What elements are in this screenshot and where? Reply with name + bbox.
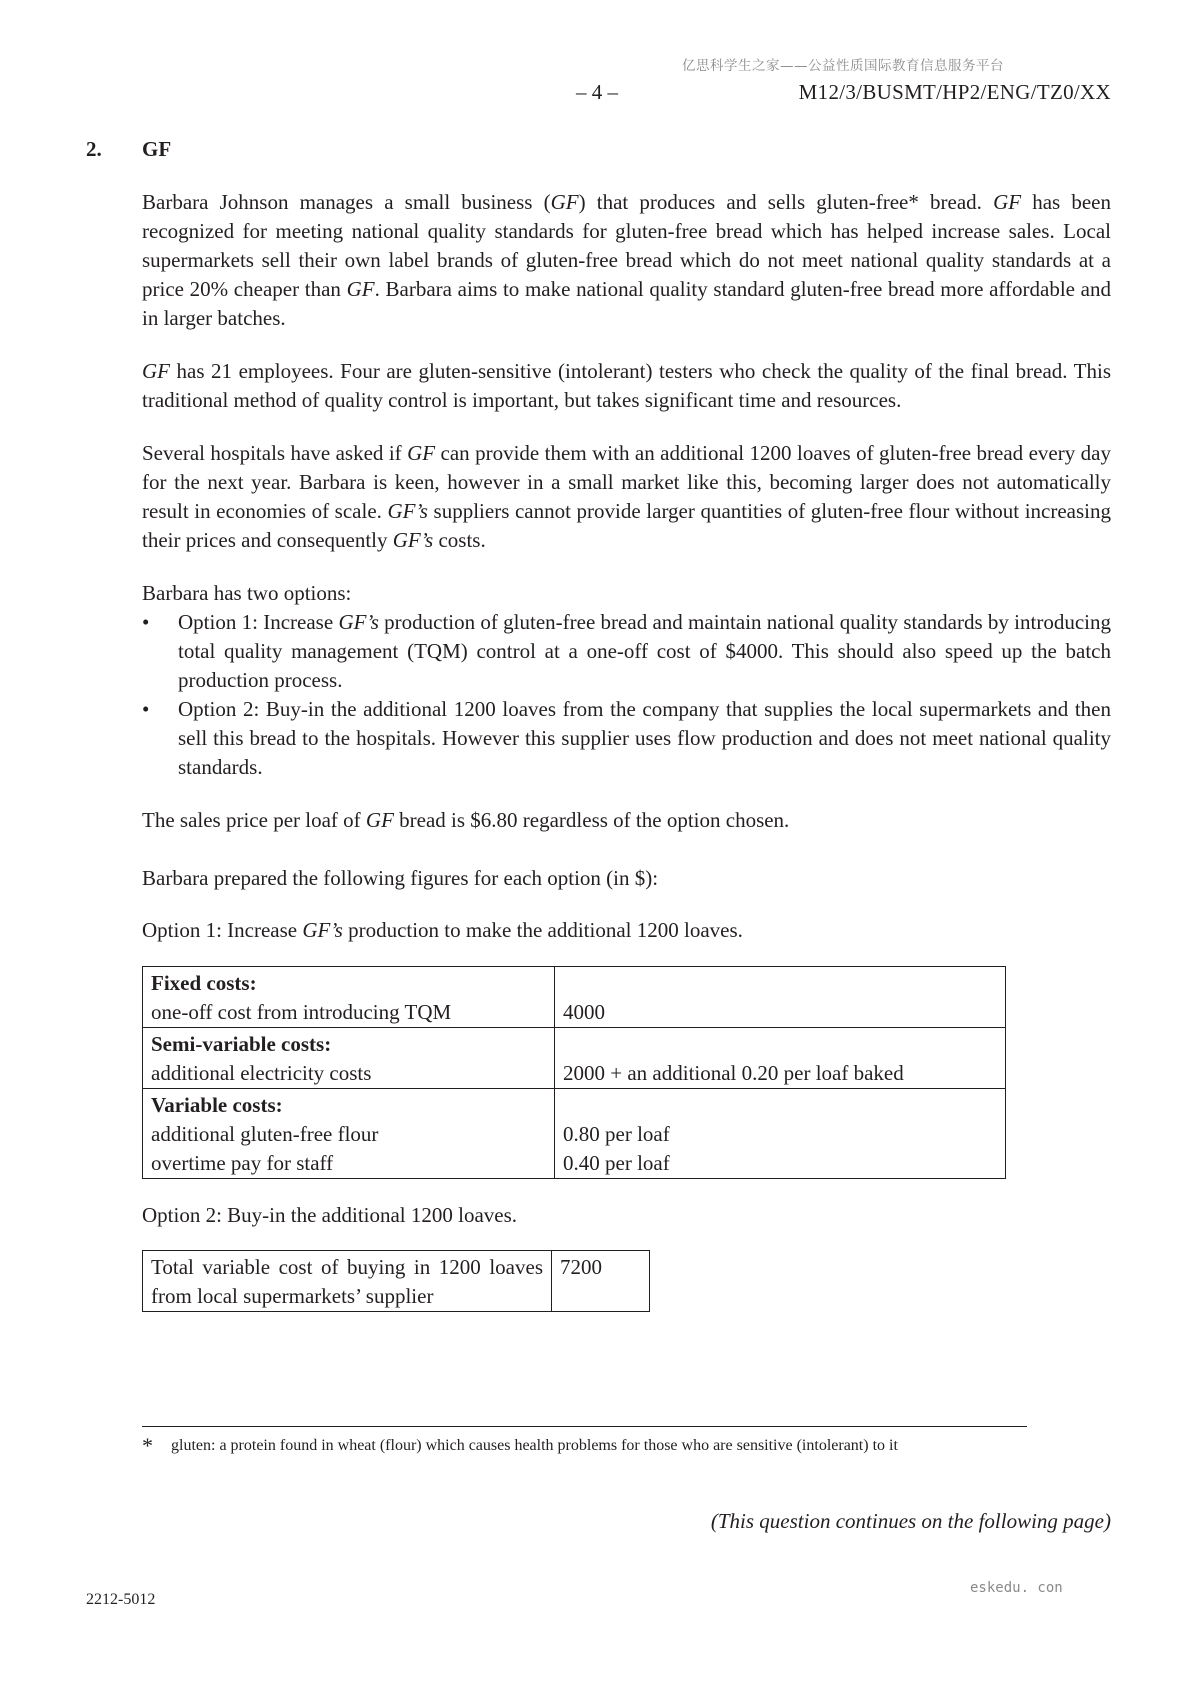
text-run: ) that produces and sells gluten-free* bread. <box>578 190 994 214</box>
page-number: – 4 – <box>576 80 618 104</box>
bullet: • <box>142 610 150 634</box>
cost-item: overtime pay for staff <box>151 1151 334 1175</box>
row-heading: Fixed costs: <box>151 971 257 995</box>
continuation-note: (This question continues on the following page) <box>710 1509 1111 1533</box>
footer-code: 2212-5012 <box>86 1591 156 1608</box>
company-name: GF <box>346 277 375 301</box>
bullet: • <box>142 697 150 721</box>
company-name: GF <box>365 808 394 832</box>
table-cell-value: 7200 <box>552 1251 650 1312</box>
company-name: GF’s <box>338 610 379 634</box>
text-run: production of gluten-free bread and maintain national quality standards by introducing total quality management (TQM) control at a one-off cost of $4000. This should also speed up the batch production process. <box>178 610 1111 692</box>
question-number: 2. <box>86 137 102 161</box>
list-item-option-1 <box>142 608 1111 695</box>
text-run: has 21 employees. Four are gluten-sensitive (intolerant) testers who check the quality of the final bread. This traditional method of quality control is important, but takes significant time and resources. <box>142 359 1111 412</box>
paragraph-intro <box>142 188 1111 333</box>
text-run: Barbara Johnson manages a small business ( <box>142 190 551 214</box>
text-run: has been recognized for meeting national quality standards for gluten-free bread which has helped increase sales. Local supermarkets sell their own label brands of gluten-free bread which do not meet national quality standards at a price 20% cheaper than <box>142 190 1111 301</box>
footnote-divider <box>142 1426 1027 1427</box>
option-1-cost-table <box>142 966 1006 1179</box>
cost-item: additional gluten-free flour <box>151 1122 379 1146</box>
footnote-text: gluten: a protein found in wheat (flour) which causes health problems for those who are sensitive (intolerant) to it <box>171 1437 898 1454</box>
table-cell-value <box>555 1089 1006 1179</box>
text-run: suppliers cannot provide larger quantities of gluten-free flour without increasing their prices and consequently <box>142 499 1111 552</box>
question-body <box>142 188 1111 1312</box>
row-heading: Variable costs: <box>151 1093 283 1117</box>
text-run: production to make the additional 1200 loaves. <box>342 918 743 942</box>
paragraph-hospitals <box>142 439 1111 555</box>
paragraph-figures-intro: Barbara prepared the following figures for each option (in $): <box>142 866 659 890</box>
table-cell-value <box>555 967 1006 1028</box>
cost-value: 4000 <box>563 1000 605 1024</box>
text-run: costs. <box>433 528 486 552</box>
paragraph-employees <box>142 357 1111 415</box>
cost-item: one-off cost from introducing TQM <box>151 1000 452 1024</box>
text-run: bread is $6.80 regardless of the option chosen. <box>393 808 790 832</box>
text-run: Option 1: Increase <box>142 918 303 942</box>
watermark-top: 亿思科学生之家——公益性质国际教育信息服务平台 <box>682 58 1004 74</box>
exam-code: M12/3/BUSMT/HP2/ENG/TZ0/XX <box>798 80 1111 104</box>
option-2-cost-table <box>142 1250 650 1312</box>
table-cell-value <box>555 1028 1006 1089</box>
table-row <box>143 1089 1006 1179</box>
text-run: Option 1: Increase <box>178 610 339 634</box>
cost-value: 0.80 per loaf <box>563 1122 670 1146</box>
option-1-caption <box>142 916 1111 945</box>
paragraph-sales-price <box>142 806 1111 835</box>
company-name: GF’s <box>387 499 428 523</box>
table-row <box>143 967 1006 1028</box>
list-item-option-2 <box>142 695 1111 782</box>
table-cell-label <box>143 1089 555 1179</box>
table-cell-label: Total variable cost of buying in 1200 loaves from local supermarkets’ supplier <box>143 1251 552 1312</box>
text-run: can provide them with an additional 1200 loaves of gluten-free bread every day for the next year. Barbara is keen, however in a small market like this, becoming larger does not automatically result in economies of scale. <box>142 441 1111 523</box>
table-cell-label <box>143 1028 555 1089</box>
option-2-caption: Option 2: Buy-in the additional 1200 loaves. <box>142 1203 518 1227</box>
table-cell-label <box>143 967 555 1028</box>
question-title: GF <box>142 137 172 161</box>
options-list <box>142 608 1111 782</box>
cost-value: 2000 + an additional 0.20 per loaf baked <box>563 1061 904 1085</box>
cost-value: 0.40 per loaf <box>563 1151 670 1175</box>
company-name: GF <box>142 359 170 383</box>
row-heading: Semi-variable costs: <box>151 1032 332 1056</box>
watermark-bottom: eskedu. con <box>970 1580 1063 1596</box>
text-run: . Barbara aims to make national quality standard gluten-free bread more affordable and in larger batches. <box>142 277 1111 330</box>
text-run: Option 2: Buy-in the additional 1200 loaves from the company that supplies the local supermarkets and then sell this bread to the hospitals. However this supplier uses flow production and does not meet national quality standards. <box>178 697 1111 779</box>
company-name: GF <box>407 441 436 465</box>
table-row <box>143 1251 650 1312</box>
company-name: GF’s <box>302 918 343 942</box>
company-name: GF’s <box>392 528 434 552</box>
footnote-marker: * <box>142 1433 153 1458</box>
table-row <box>143 1028 1006 1089</box>
options-intro: Barbara has two options: <box>142 581 352 605</box>
cost-item: additional electricity costs <box>151 1061 372 1085</box>
company-name: GF <box>993 190 1022 214</box>
text-run: Several hospitals have asked if <box>142 441 408 465</box>
text-run: The sales price per loaf of <box>142 808 366 832</box>
company-name: GF <box>550 190 579 214</box>
